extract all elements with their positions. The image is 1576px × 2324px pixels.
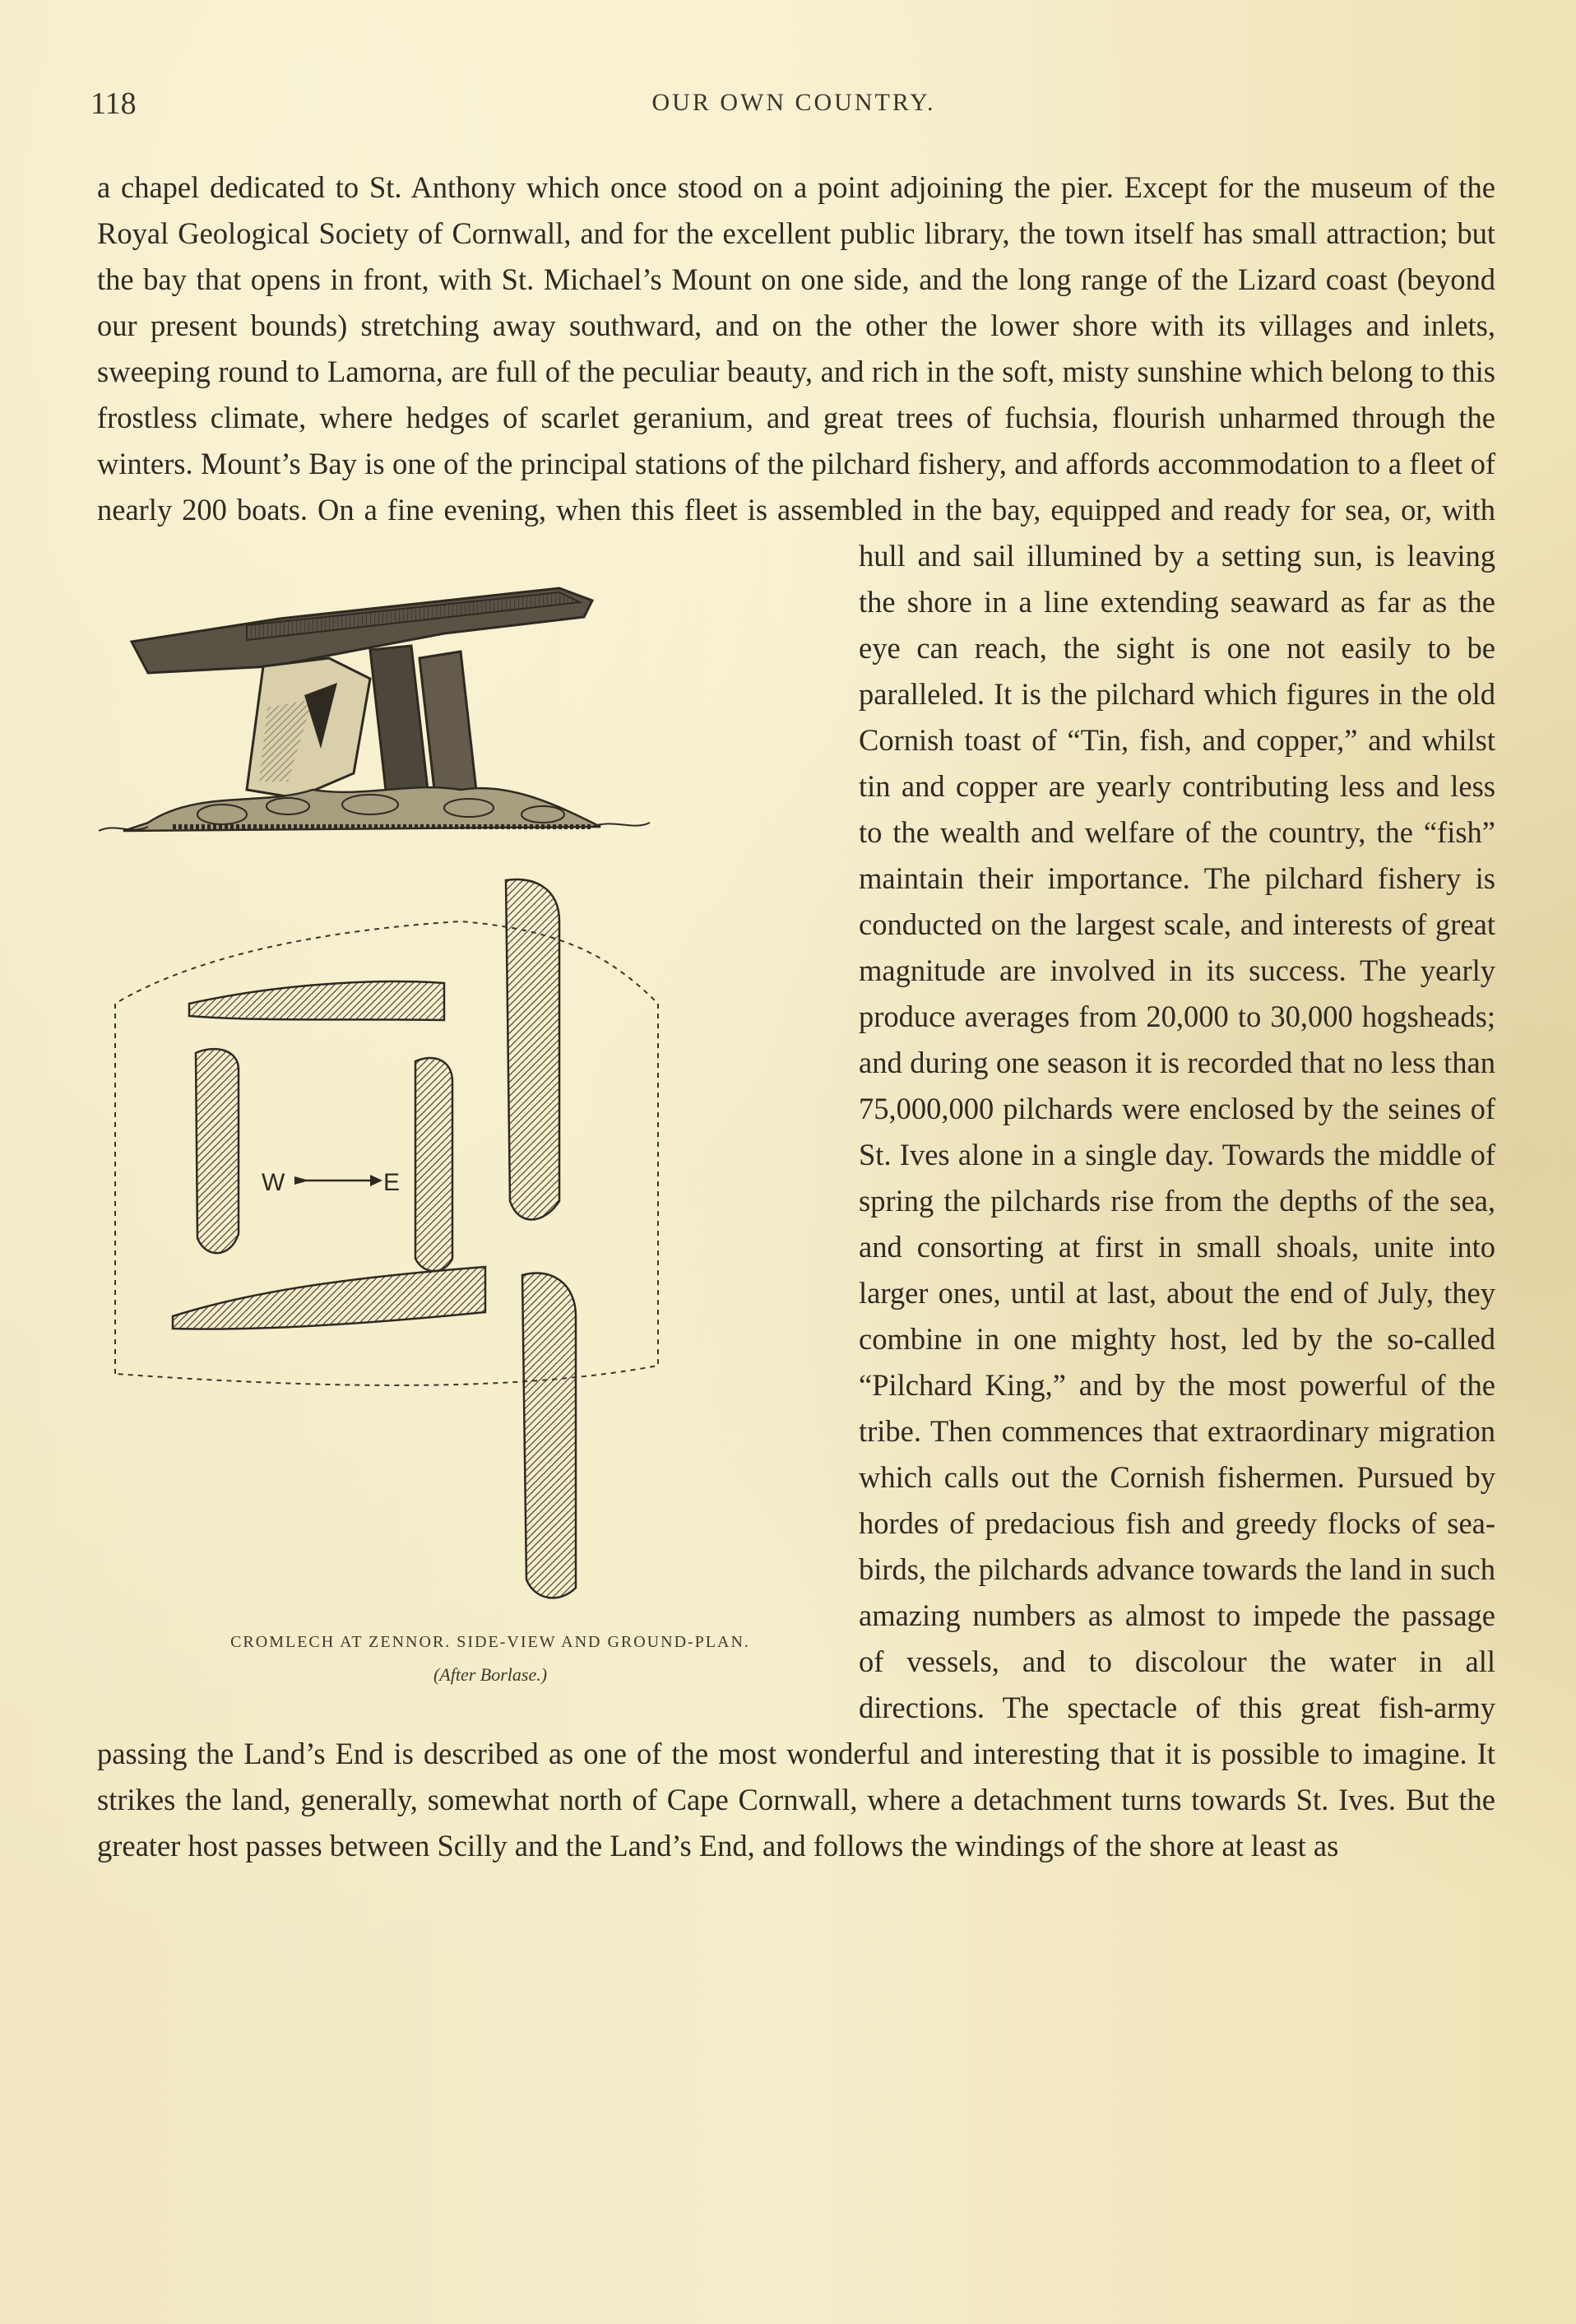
figure-caption: CROMLECH AT ZENNOR. SIDE-VIEW AND GROUND-PLAN. xyxy=(230,1633,750,1651)
cromlech-figure xyxy=(0,543,839,1695)
side-view-drawing xyxy=(99,588,650,831)
cromlech-illustration xyxy=(99,543,839,1612)
figure-credit: (After Borlase.) xyxy=(433,1664,548,1685)
compass-east-label: E xyxy=(383,1169,401,1196)
page-header xyxy=(90,86,1497,127)
body-paragraph: a chapel dedicated to St. Anthony which once stood on a point adjoining the pier. Except for the museum of the Royal Geological Society of Cornwall, and for the excellent public library, the town itself has small attraction; but the bay that opens in front, with St. Michael’s Mount on one side, and the long range of the Lizard coast (beyond our present bounds) stretching away southward, and on the other the lower shore with its villages and inlets, sweeping round to Lamorna, are full of the peculiar beauty, and rich in the soft, misty sunshine which belong to this frostless climate, where hedges of scarlet geranium, and great trees of fuchsia, flourish unharmed through the winters. Mount’s Bay is one of the principal stations of the pilchard fishery, and affords accommodation to a fleet of nearly 200 boats. On a fine evening, when this fleet is assembled in the bay, equipped and ready for sea, or, with hull and sail illumined by a setting sun, is leaving the shore in a line extending seaward as far as the eye can reach, the sight is one not easily to be paralleled. It is the pilchard which figures in the old Cornish toast of “Tin, fish, and copper,” and whilst tin and copper are yearly contributing less and less to the wealth and welfare of the country, the “fish” maintain their importance. The pilchard fishery is conducted on the largest scale, and interests of great magnitude are involved in its success. The yearly produce averages from 20,000 to 30,000 hogsheads; and during one season it is recorded that no less than 75,000,000 pilchards were enclosed by the seines of St. Ives alone in a single day. Towards the middle of spring the pilchards rise from the depths of the sea, and consorting at first in small shoals, unite into larger ones, until at last, about the end of July, they combine in one mighty host, led by the so-called “Pilchard King,” and by the most powerful of the tribe. Then commences that extraordinary migration which calls out the Cornish fishermen. Pursued by hordes of predacious fish and greedy flocks of sea-birds, the pilchards advance towards the land in such amazing numbers as almost to impede the passage of vessels, and to discolour the water in all directions. The spectacle of this great fish-army passing the Land’s End is described as one of the most wonderful and interesting that it is possible to imagine. It strikes the land, generally, somewhat north of Cape Cornwall, where a detachment turns towards St. Ives. But the greater host passes between Scilly and the Land’s End, and follows the windings of the shore at least as xyxy=(97,170,1495,1862)
body-text xyxy=(97,165,1495,1869)
running-head: OUR OWN COUNTRY. xyxy=(651,89,936,116)
compass-west-label: W xyxy=(262,1169,285,1196)
page-number: 118 xyxy=(90,86,137,121)
ground-plan-drawing xyxy=(115,879,658,1598)
